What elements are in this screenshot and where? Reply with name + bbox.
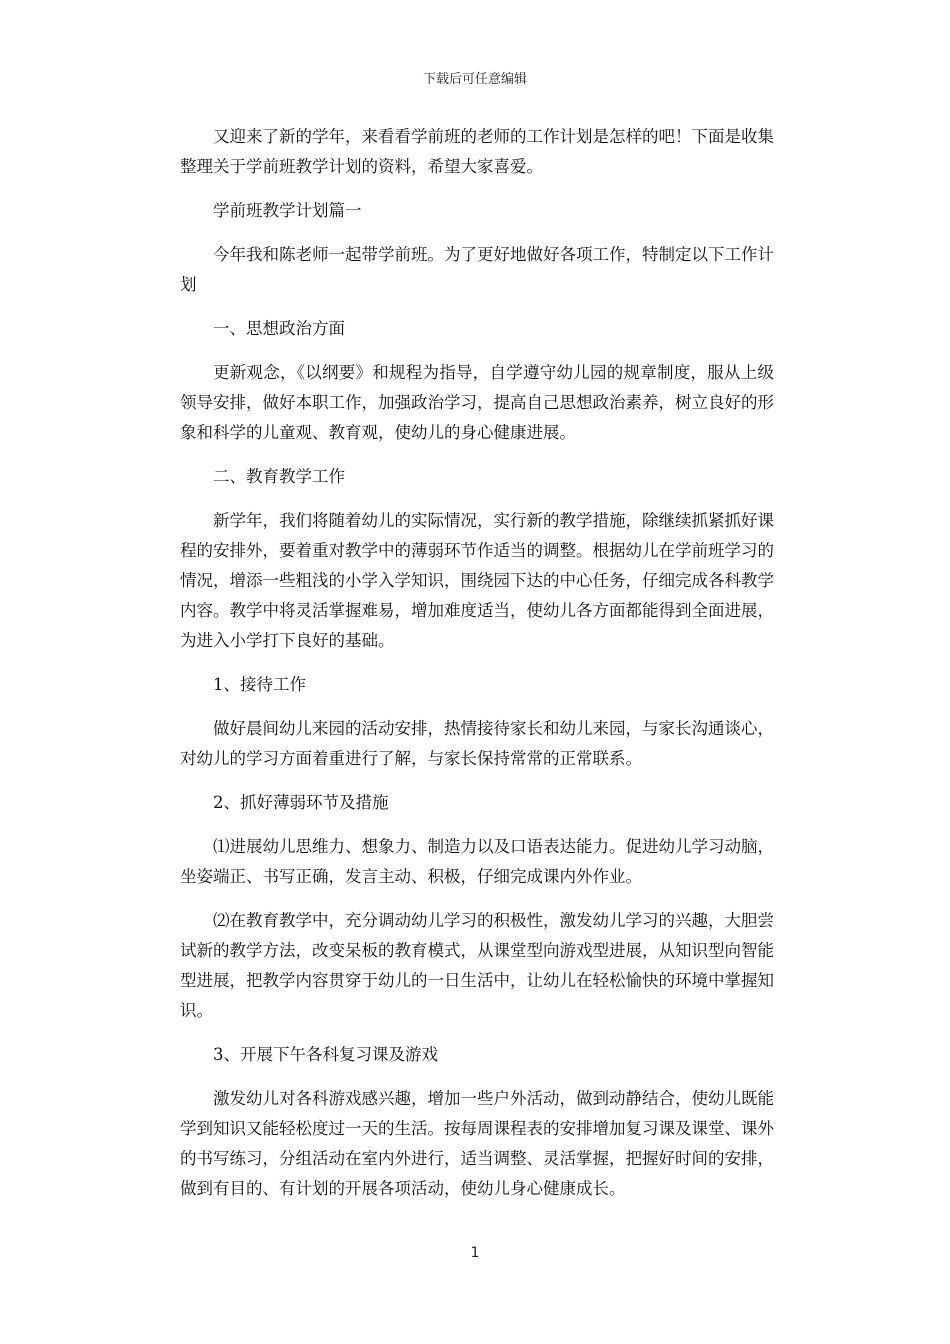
- subheading-weak-links: 2、抓好薄弱环节及措施: [213, 793, 389, 812]
- afternoon-review-paragraph: 激发幼儿对各科游戏感兴趣，增加一些户外活动，做到动静结合，使幼儿既能学到知识又能轻松度过一天的生活。按每周课程表的安排增加复习课及课堂、课外的书写练习，分组活动在室内外进行，适当调整、灵活掌握，把握好时间的安排，做到有目的、有计划的开展各项活动，使幼儿身心健康成长。: [180, 1089, 774, 1198]
- section-title: 学前班教学计划篇一: [213, 201, 362, 220]
- subheading-reception: 1、接待工作: [213, 675, 306, 694]
- section-heading-politics: 一、思想政治方面: [213, 319, 345, 338]
- reception-paragraph: 做好晨间幼儿来园的活动安排，热情接待家长和幼儿来园，与家长沟通谈心，对幼儿的学习方面着重进行了解，与家长保持常常的正常联系。: [180, 719, 774, 768]
- plan-intro-paragraph: 今年我和陈老师一起带学前班。为了更好地做好各项工作，特制定以下工作计划: [180, 245, 774, 294]
- teaching-paragraph: 新学年，我们将随着幼儿的实际情况，实行新的教学措施，除继续抓紧抓好课程的安排外，要着重对教学中的薄弱环节作适当的调整。根据幼儿在学前班学习的情况，增添一些粗浅的小学入学知识，围绕园下达的中心任务，仔细完成各科教学内容。教学中将灵活掌握难易，增加难度适当，使幼儿各方面都能得到全面进展，为进入小学打下良好的基础。: [180, 511, 774, 650]
- page-number: 1: [470, 1245, 480, 1261]
- intro-paragraph: 又迎来了新的学年，来看看学前班的老师的工作计划是怎样的吧！下面是收集整理关于学前班教学计划的资料，希望大家喜爱。: [180, 127, 774, 176]
- politics-paragraph: 更新观念，《以纲要》和规程为指导，自学遵守幼儿园的规章制度，服从上级领导安排，做好本职工作，加强政治学习，提高自己思想政治素养，树立良好的形象和科学的儿童观、教育观，使幼儿的身心健康进展。: [180, 363, 774, 442]
- page-header: 下载后可任意编辑: [422, 72, 527, 87]
- weak-links-item-1: ⑴进展幼儿思维力、想象力、制造力以及口语表达能力。促进幼儿学习动脑，坐姿端正、书写正确，发言主动、积极，仔细完成课内外作业。: [180, 837, 774, 886]
- section-heading-teaching: 二、教育教学工作: [213, 467, 345, 486]
- document-body: [180, 122, 774, 1204]
- weak-links-item-2: ⑵在教育教学中，充分调动幼儿学习的积极性，激发幼儿学习的兴趣，大胆尝试新的教学方法，改变呆板的教育模式，从课堂型向游戏型进展，从知识型向智能型进展，把教学内容贯穿于幼儿的一日生活中，让幼儿在轻松愉快的环境中掌握知识。: [180, 911, 774, 1020]
- subheading-afternoon-review: 3、开展下午各科复习课及游戏: [213, 1045, 438, 1064]
